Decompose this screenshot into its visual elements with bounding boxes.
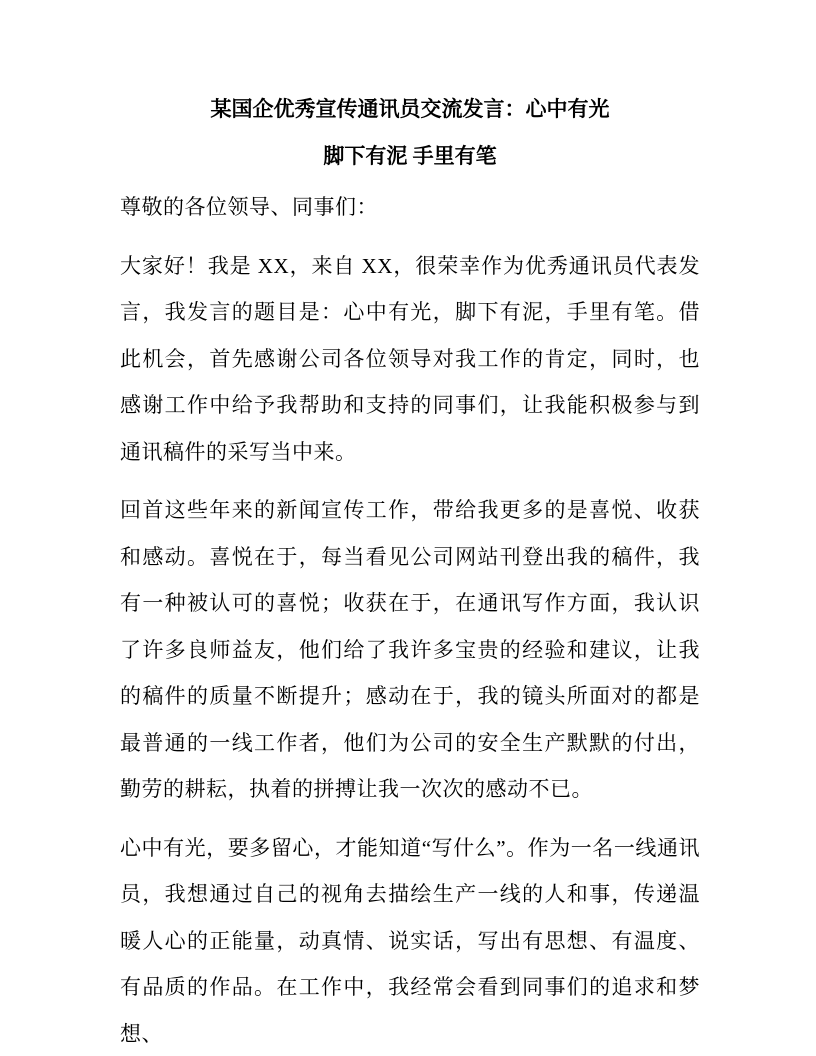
document-title: 某国企优秀宣传通讯员交流发言：心中有光 (210, 97, 610, 121)
paragraph: 心中有光，要多留心，才能知道“写什么”。作为一名一线通讯员，我想通过自己的视角去描绘生产一线的人和事，传递温暖人心的正能量，动真情、说实话，写出有思想、有温度、有品质的作品。在工作中，我经常会看到同事们的追求和梦想、 (120, 835, 700, 1046)
paragraph: 大家好！我是 XX，来自 XX，很荣幸作为优秀通讯员代表发言，我发言的题目是：心中有光，脚下有泥，手里有笔。借此机会，首先感谢公司各位领导对我工作的肯定，同时，也感谢工作中给予我帮助和支持的同事们，让我能积极参与到通讯稿件的采写当中来。 (120, 253, 700, 464)
paragraph: 回首这些年来的新闻宣传工作，带给我更多的是喜悦、收获和感动。喜悦在于，每当看见公司网站刊登出我的稿件，我有一种被认可的喜悦；收获在于，在通讯写作方面，我认识了许多良师益友，他们给了我许多宝贵的经验和建议，让我的稿件的质量不断提升；感动在于，我的镜头所面对的都是最普通的一线工作者，他们为公司的安全生产默默的付出，勤劳的耕耘，执着的拼搏让我一次次的感动不已。 (120, 498, 700, 801)
document-body (120, 184, 700, 1056)
salutation: 尊敬的各位领导、同事们： (120, 195, 378, 219)
document-subtitle: 脚下有泥 手里有笔 (323, 144, 497, 168)
